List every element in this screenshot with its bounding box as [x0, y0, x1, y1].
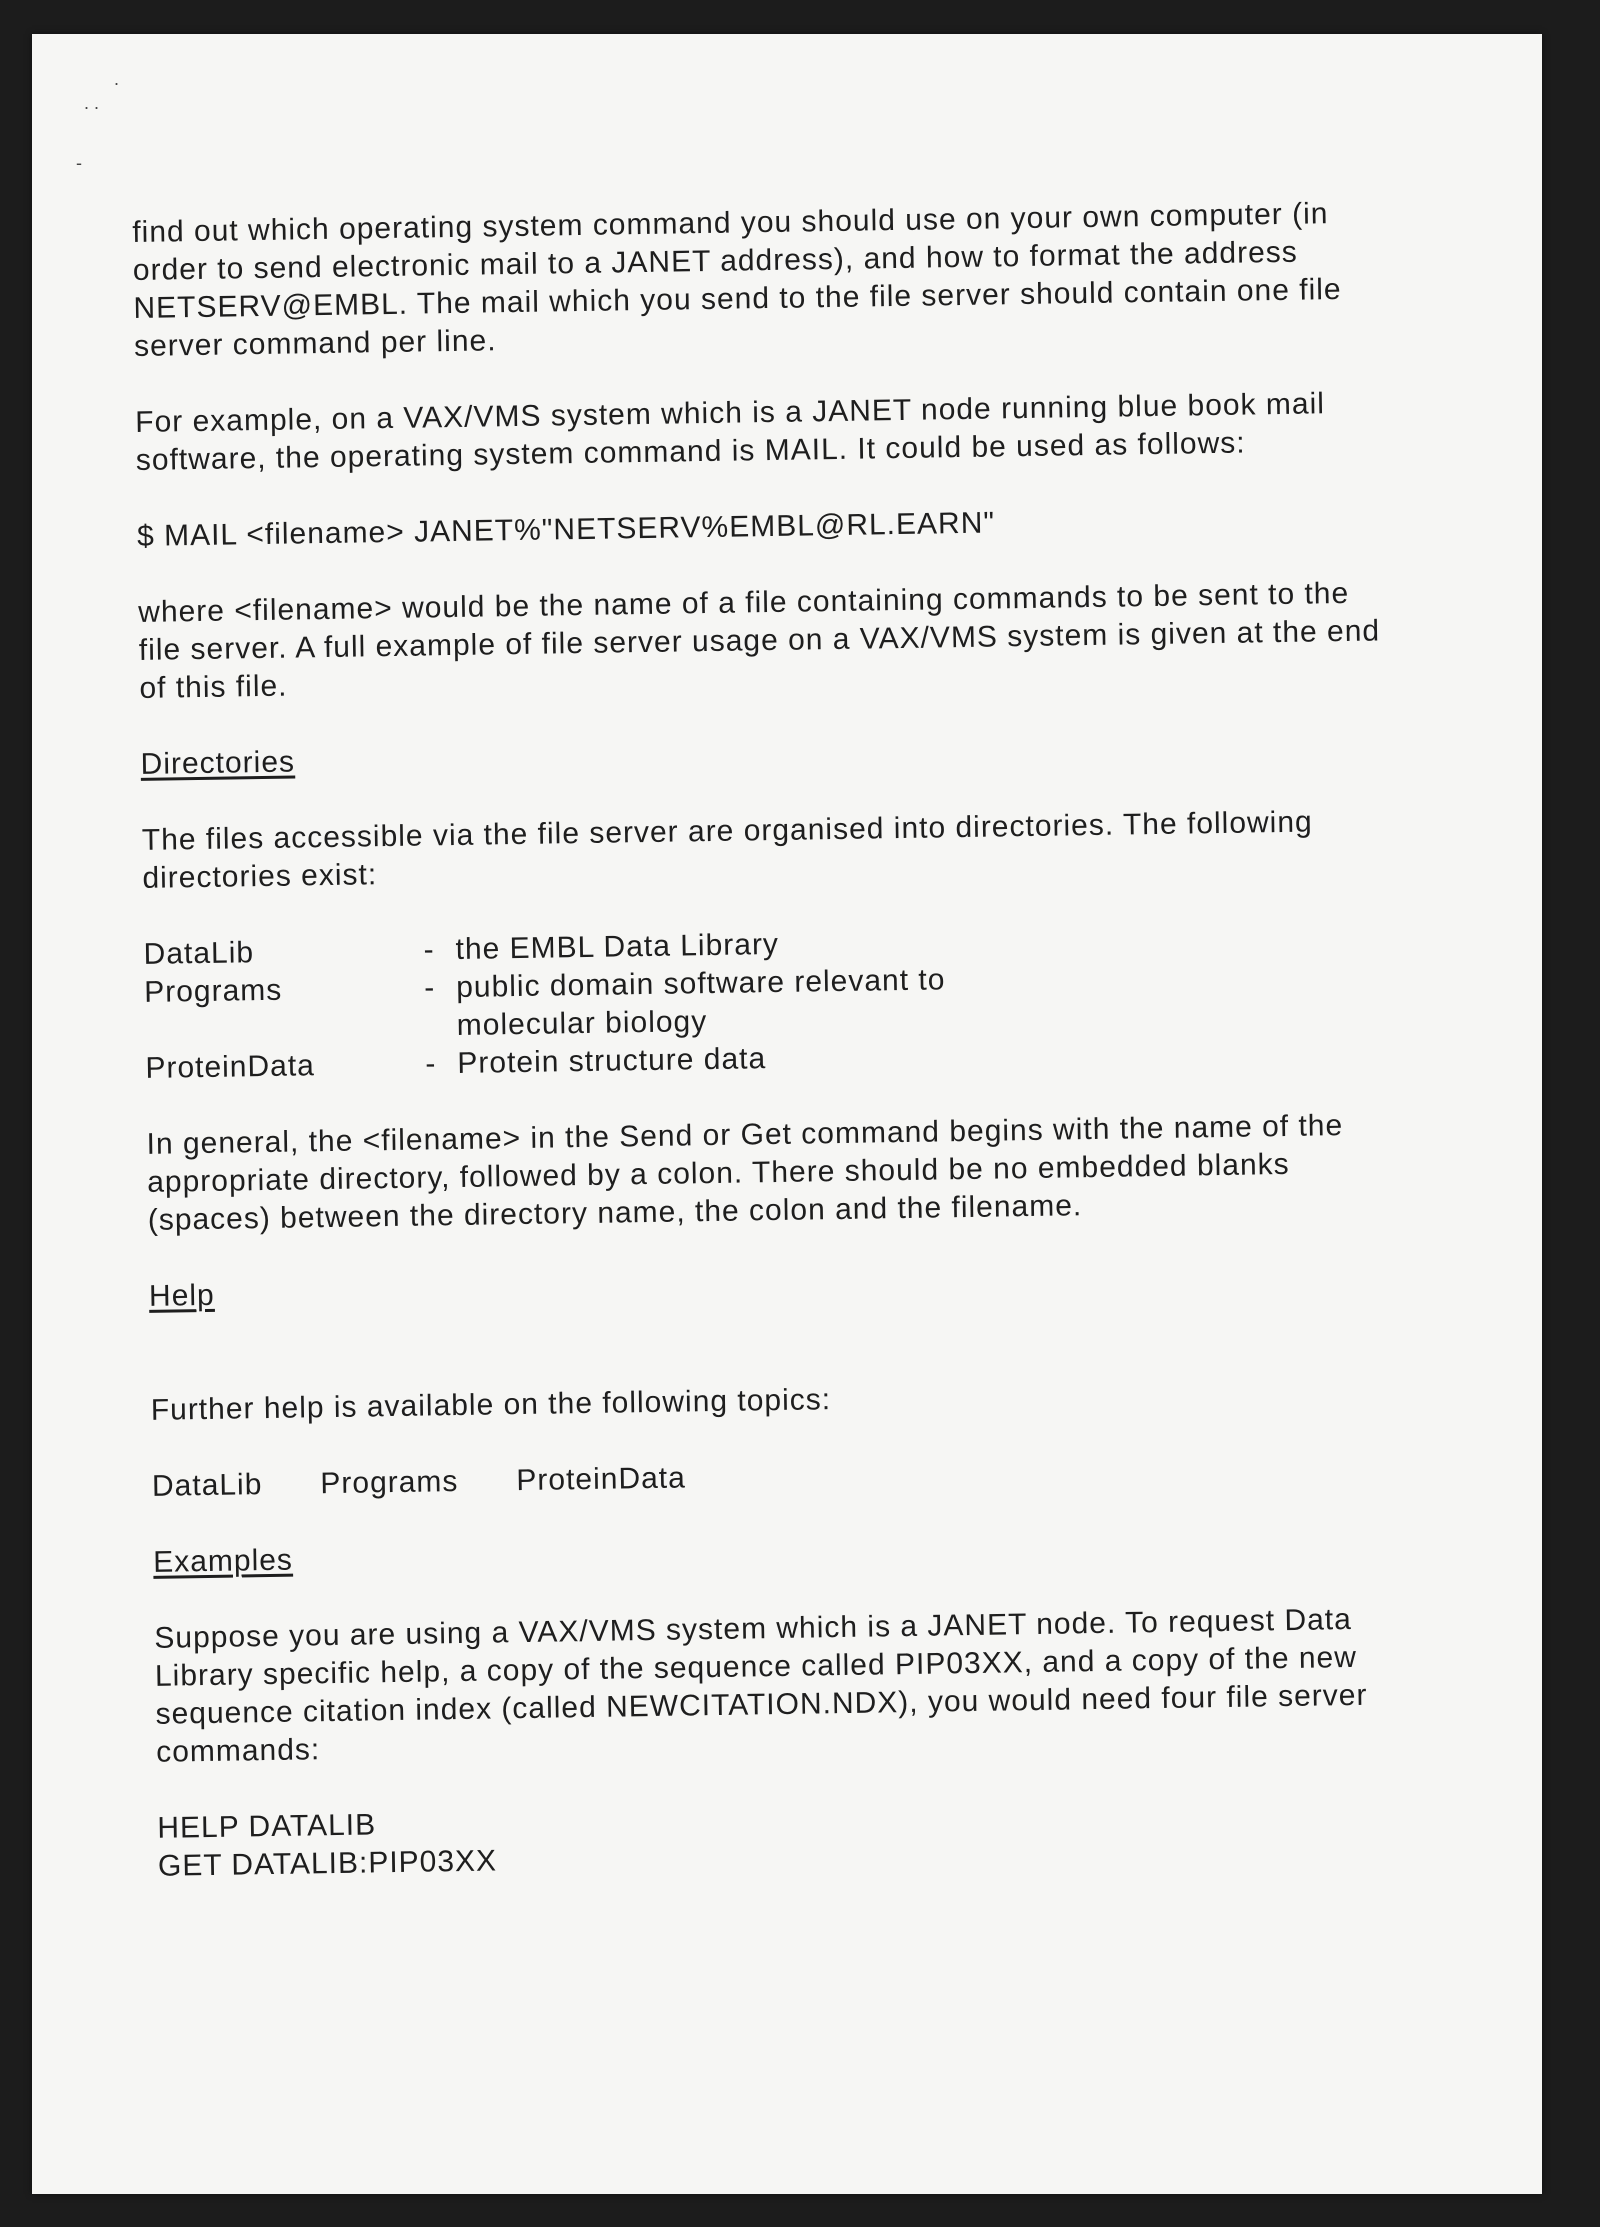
example-command: GET DATALIB:PIP03XX [157, 1844, 498, 1883]
examples-intro: Suppose you are using a VAX/VMS system which is a JANET node. To request Data Library specific help, a copy of the sequence called PIP03XX, and a copy of the new sequence citation index (called NEWCITATION.NDX), you would need four file server commands: [154, 1603, 1368, 1769]
directories-list [143, 916, 1405, 1088]
examples-heading: Examples [152, 1543, 294, 1579]
help-intro: Further help is available on the following topics: [150, 1383, 832, 1427]
intro-paragraph: find out which operating system command you should use on your own computer (in order to send electronic mail to a JANET address), and how to format the address NETSERV@EMBL. The mail which you send to the file server should contain one file server command per line. [132, 197, 1342, 363]
example-intro-paragraph: For example, on a VAX/VMS system which is a JANET node running blue book mail software, the operating system command is MAIL. It could be used as follows: [135, 387, 1326, 477]
mail-command: $ MAIL <filename> JANET%"NETSERV%EMBL@RL.EARN" [136, 506, 996, 553]
directory-dash: - [423, 971, 436, 1005]
directory-description: public domain software relevant to molecular biology [455, 963, 946, 1042]
help-topic: Programs [320, 1465, 459, 1501]
directory-dash: - [423, 933, 435, 967]
directory-description: the EMBL Data Library [455, 927, 780, 967]
directory-name: DataLib [143, 936, 255, 971]
example-commands [157, 1790, 1418, 1886]
directory-dash: - [425, 1047, 437, 1081]
directory-name: Programs [143, 973, 283, 1009]
where-paragraph: where <filename> would be the name of a file containing commands to be sent to the file server. A full example of file server usage on a VAX/VMS system is given at the end of this file. [138, 576, 1381, 705]
directory-name: ProteinData [145, 1049, 316, 1085]
directories-intro: The files accessible via the file server are organised into directories. The following directories exist: [141, 805, 1313, 895]
page-mark: . . [84, 93, 100, 113]
directory-description: Protein structure data [457, 1042, 767, 1080]
page-mark: . [114, 69, 120, 89]
example-command: HELP DATALIB [157, 1808, 377, 1845]
document-page [32, 34, 1542, 2194]
help-topic: DataLib [151, 1468, 263, 1503]
directories-heading: Directories [140, 745, 296, 781]
page-mark: - [76, 153, 82, 173]
help-heading: Help [148, 1278, 215, 1313]
help-topic: ProteinData [516, 1461, 687, 1498]
general-paragraph: In general, the <filename> in the Send or Get command begins with the name of the appropriate directory, followed by a colon. There should be no embedded blanks (spaces) between the directory name, the colon and the filename. [146, 1109, 1344, 1237]
document-body [132, 194, 1418, 1886]
help-topics [152, 1448, 1412, 1506]
